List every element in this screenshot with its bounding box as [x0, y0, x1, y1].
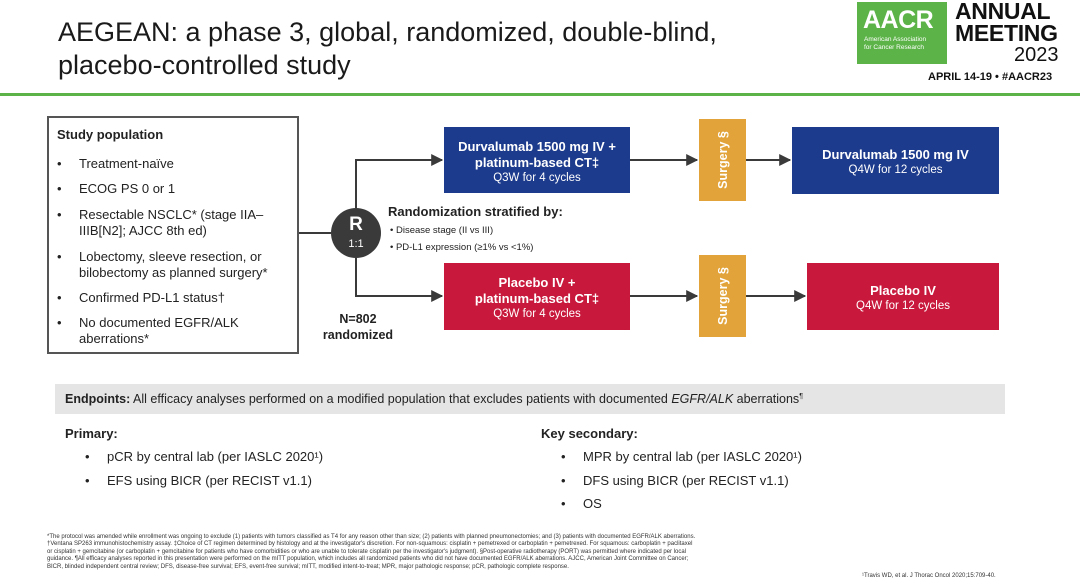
durvalumab-adjuvant-box [792, 127, 999, 194]
arm-line2: platinum-based CT‡ [474, 291, 600, 306]
surgery-box-top [699, 119, 746, 201]
arrow-to-placebo [356, 258, 442, 296]
bullet-icon: • [561, 473, 566, 488]
primary-endpoint-text: EFS using BICR (per RECIST v1.1) [107, 473, 312, 488]
study-population-title: Study population [57, 127, 164, 142]
endpoints-banner-text [65, 392, 803, 406]
arm-schedule: Q4W for 12 cycles [856, 300, 950, 312]
reference: ¹Travis WD, et al. J Thorac Oncol 2020;15:709-40. [862, 573, 996, 579]
slide-title-line1: AEGEAN: a phase 3, global, randomized, double-blind, [58, 17, 717, 47]
bullet-icon: • [85, 449, 90, 464]
surgery-label: Surgery § [715, 267, 730, 325]
stratification-item: • Disease stage (II vs III) [390, 225, 494, 236]
footnote-line: or cisplatin + gemcitabine (or carboplatin + gemcitabine for patients who have comorbidities or who are unable to tolerate cisplatin per the investigator's judgment). §Post-operative radiotherapy (PORT) was permitted where indicated per local [47, 548, 687, 555]
bullet-icon: • [57, 156, 62, 171]
arrow-to-durvalumab [356, 160, 442, 208]
bullet-icon: • [561, 449, 566, 464]
endpoints-label: Endpoints: [65, 392, 131, 406]
endpoints-banner [55, 384, 1005, 414]
sample-size-label: randomized [322, 328, 394, 342]
placebo-neoadjuvant-box [444, 263, 630, 330]
endpoints-footnote-mark: ¶ [799, 392, 803, 400]
footnotes [47, 534, 857, 571]
population-item-text: Treatment-naïve [79, 156, 174, 171]
bullet-icon: • [57, 290, 62, 305]
arm-schedule: Q4W for 12 cycles [848, 164, 943, 176]
footnote-line: BICR, blinded independent central review; DFS, disease-free survival; EFS, event-free survival; mITT, modified intent-to-treat; MPR, major pathologic response; pCR, pathologic complete response. [47, 563, 569, 570]
aacr-sub1: American Association [864, 36, 927, 43]
footnote-line: guidance. ¶All efficacy analyses reported in this presentation were performed on the mITT population, which includes all randomized patients who did not have documented EGFR/ALK aberrations. AJCC, American Joint Committee on Cancer; [47, 556, 689, 563]
primary-endpoint-text: pCR by central lab (per IASLC 2020¹) [107, 449, 324, 464]
footnote-line: *The protocol was amended while enrollment was ongoing to exclude (1) patients with tumors classified as T4 for any reason other than size; (2) patients with planned pneumonectomies; and (3) patients with documented EGFR/ALK aberrations. [47, 534, 696, 540]
secondary-endpoint-text: MPR by central lab (per IASLC 2020¹) [583, 449, 802, 464]
population-item-text: Lobectomy, sleeve resection, or bilobectomy as planned surgery* [79, 249, 268, 280]
stratification-item-text: Disease stage (II vs III) [395, 225, 494, 236]
bullet-icon: • [85, 473, 90, 488]
aacr-sub2: for Cancer Research [864, 44, 924, 51]
population-item-text: Confirmed PD-L1 status† [79, 290, 225, 305]
randomization-node [331, 208, 381, 258]
population-item-text: Resectable NSCLC* (stage IIA–IIIB[N2]; AJCC 8th ed) [79, 207, 264, 238]
durvalumab-neoadjuvant-box [444, 127, 630, 193]
arm-line1: Durvalumab 1500 mg IV [822, 147, 969, 162]
arm-schedule: Q3W for 4 cycles [493, 172, 581, 184]
population-item-text: No documented EGFR/ALK aberrations* [79, 315, 239, 346]
arm-schedule: Q3W for 4 cycles [493, 308, 581, 320]
sample-size [318, 311, 398, 343]
meeting-line2: MEETING [955, 20, 1058, 46]
bullet-icon: • [57, 207, 62, 222]
sample-size-n: N=802 [339, 312, 377, 326]
footnote-line: †Ventana SP263 immunohistochemistry assay. ‡Choice of CT regimen determined by histology and at the investigator's discretion. For non-squamous: cisplatin + pemetrexed or carboplatin + pemetrexed. For squamous: carboplatin + paclitaxel [47, 541, 693, 548]
bullet-icon: • [57, 315, 62, 330]
surgery-label: Surgery § [715, 131, 730, 189]
arm-line1: Durvalumab 1500 mg IV + [458, 139, 616, 154]
arm-line2: platinum-based CT‡ [474, 155, 600, 170]
arm-line1: Placebo IV + [498, 275, 576, 290]
slide-title-line2: placebo-controlled study [58, 50, 351, 80]
endpoints-description: All efficacy analyses performed on a modified population that excludes patients with documented [130, 392, 672, 406]
stratification-item-text: PD-L1 expression (≥1% vs <1%) [395, 242, 534, 253]
endpoints-description-end: aberrations [733, 392, 800, 406]
meeting-year: 2023 [1014, 44, 1059, 66]
surgery-box-bottom [699, 255, 746, 337]
aacr-logo-text: AACR [863, 6, 934, 34]
secondary-endpoints-title: Key secondary: [541, 426, 638, 441]
population-item-text: ECOG PS 0 or 1 [79, 181, 176, 196]
endpoints-gene-names: EGFR/ALK [671, 392, 734, 406]
secondary-endpoint-text: DFS using BICR (per RECIST v1.1) [583, 473, 789, 488]
meeting-line1: ANNUAL [955, 0, 1051, 24]
randomization-ratio: 1:1 [348, 238, 364, 250]
placebo-adjuvant-box [807, 263, 999, 330]
stratification-item: • PD-L1 expression (≥1% vs <1%) [390, 242, 534, 253]
bullet-icon: • [57, 181, 62, 196]
bullet-icon: • [57, 249, 62, 264]
arm-line1: Placebo IV [870, 283, 936, 298]
primary-endpoints-title: Primary: [65, 426, 118, 441]
meeting-dates: APRIL 14-19 • #AACR23 [928, 71, 1053, 83]
randomization-letter: R [349, 214, 363, 235]
bullet-icon: • [561, 496, 566, 511]
secondary-endpoint-text: OS [583, 496, 602, 511]
stratification-title: Randomization stratified by: [388, 204, 563, 219]
